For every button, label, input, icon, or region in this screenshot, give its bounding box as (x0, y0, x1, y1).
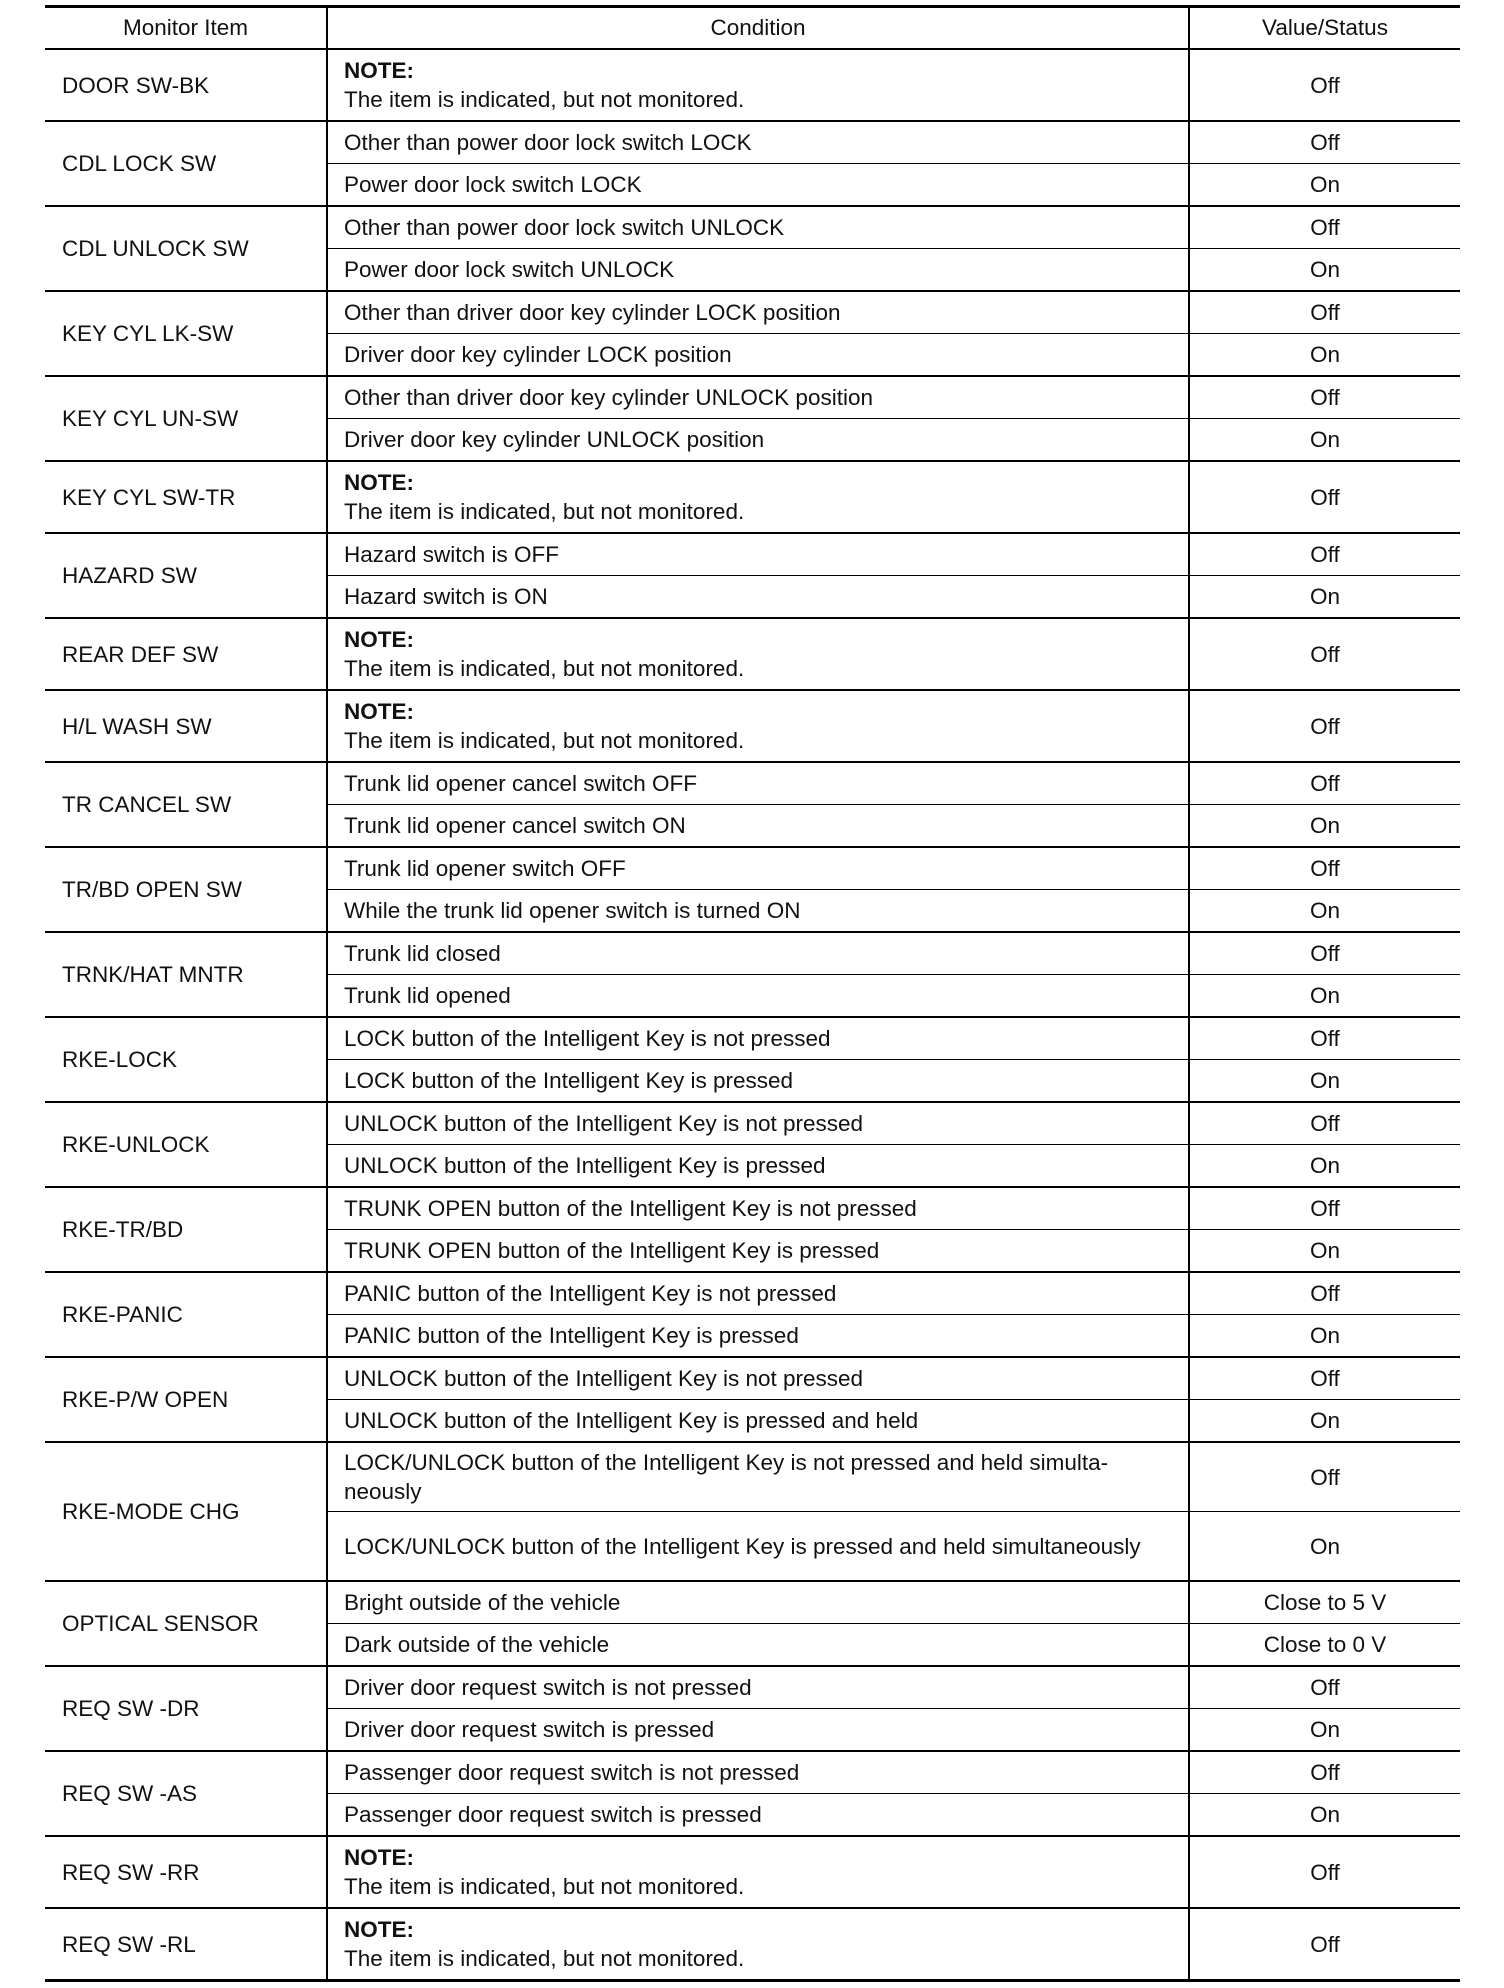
value-status-cell: Off (1189, 1187, 1460, 1230)
condition-cell: Driver door key cylinder UNLOCK position (327, 419, 1189, 462)
note-label: NOTE: (344, 1917, 414, 1942)
condition-cell: TRUNK OPEN button of the Intelligent Key is not pressed (327, 1187, 1189, 1230)
monitor-item-cell: RKE-MODE CHG (45, 1442, 327, 1581)
table-row (45, 1581, 1460, 1624)
monitor-item-cell: REQ SW -RL (45, 1908, 327, 1981)
note-label: NOTE: (344, 699, 414, 724)
value-status-cell: On (1189, 1060, 1460, 1103)
value-status-cell: On (1189, 1400, 1460, 1443)
value-status-cell: Off (1189, 121, 1460, 164)
monitor-item-cell: KEY CYL UN-SW (45, 376, 327, 461)
header-value-status: Value/Status (1189, 7, 1460, 50)
note-label: NOTE: (344, 627, 414, 652)
note-text: The item is indicated, but not monitored. (344, 1874, 745, 1899)
table-row (45, 1272, 1460, 1315)
condition-cell: Bright outside of the vehicle (327, 1581, 1189, 1624)
value-status-cell: Off (1189, 1357, 1460, 1400)
table-row (45, 1751, 1460, 1794)
value-status-cell: Off (1189, 847, 1460, 890)
table-row (45, 376, 1460, 419)
condition-cell: While the trunk lid opener switch is turned ON (327, 890, 1189, 933)
monitor-item-cell: KEY CYL LK-SW (45, 291, 327, 376)
table-row (45, 533, 1460, 576)
note-label: NOTE: (344, 470, 414, 495)
condition-cell: Hazard switch is ON (327, 576, 1189, 619)
condition-cell (327, 1836, 1189, 1908)
value-status-cell: Off (1189, 49, 1460, 121)
value-status-cell: Off (1189, 1442, 1460, 1512)
value-status-cell: On (1189, 1230, 1460, 1273)
monitor-item-cell: RKE-LOCK (45, 1017, 327, 1102)
table-row (45, 461, 1460, 533)
table-row (45, 1442, 1460, 1512)
condition-cell: UNLOCK button of the Intelligent Key is pressed (327, 1145, 1189, 1188)
condition-cell (327, 49, 1189, 121)
condition-cell: LOCK/UNLOCK button of the Intelligent Key is not pressed and held simulta-neously (327, 1442, 1189, 1512)
table-row (45, 1666, 1460, 1709)
table-row (45, 618, 1460, 690)
value-status-cell: On (1189, 164, 1460, 207)
condition-cell: Trunk lid closed (327, 932, 1189, 975)
header-condition: Condition (327, 7, 1189, 50)
note-text: The item is indicated, but not monitored. (344, 728, 745, 753)
monitor-item-table (45, 5, 1460, 1982)
table-row (45, 1102, 1460, 1145)
value-status-cell: On (1189, 1315, 1460, 1358)
value-status-cell: On (1189, 975, 1460, 1018)
condition-cell (327, 618, 1189, 690)
table-row (45, 121, 1460, 164)
value-status-cell: Off (1189, 1666, 1460, 1709)
value-status-cell: Off (1189, 762, 1460, 805)
condition-cell (327, 690, 1189, 762)
monitor-item-cell: REQ SW -DR (45, 1666, 327, 1751)
condition-cell: Passenger door request switch is not pressed (327, 1751, 1189, 1794)
condition-cell: Trunk lid opener cancel switch OFF (327, 762, 1189, 805)
condition-cell: Power door lock switch LOCK (327, 164, 1189, 207)
condition-cell: Other than power door lock switch UNLOCK (327, 206, 1189, 249)
value-status-cell: On (1189, 334, 1460, 377)
value-status-cell: Off (1189, 1272, 1460, 1315)
table-row (45, 1357, 1460, 1400)
condition-cell: Driver door request switch is not pressed (327, 1666, 1189, 1709)
table-row (45, 49, 1460, 121)
value-status-cell: Off (1189, 461, 1460, 533)
value-status-cell: On (1189, 576, 1460, 619)
condition-cell: PANIC button of the Intelligent Key is pressed (327, 1315, 1189, 1358)
monitor-item-cell: TR/BD OPEN SW (45, 847, 327, 932)
value-status-cell: Off (1189, 376, 1460, 419)
monitor-item-cell: H/L WASH SW (45, 690, 327, 762)
condition-cell: Driver door key cylinder LOCK position (327, 334, 1189, 377)
table-row (45, 206, 1460, 249)
condition-cell: PANIC button of the Intelligent Key is not pressed (327, 1272, 1189, 1315)
condition-cell: LOCK/UNLOCK button of the Intelligent Key is pressed and held simultaneously (327, 1512, 1189, 1582)
note-text: The item is indicated, but not monitored. (344, 499, 745, 524)
monitor-item-cell: REQ SW -AS (45, 1751, 327, 1836)
table-row (45, 1836, 1460, 1908)
monitor-item-cell: TR CANCEL SW (45, 762, 327, 847)
value-status-cell: Off (1189, 690, 1460, 762)
value-status-cell: On (1189, 249, 1460, 292)
monitor-item-cell: REAR DEF SW (45, 618, 327, 690)
value-status-cell: On (1189, 890, 1460, 933)
value-status-cell: Off (1189, 1017, 1460, 1060)
condition-cell: Driver door request switch is pressed (327, 1709, 1189, 1752)
monitor-item-cell: CDL LOCK SW (45, 121, 327, 206)
condition-cell: Hazard switch is OFF (327, 533, 1189, 576)
table-row (45, 1017, 1460, 1060)
condition-cell: LOCK button of the Intelligent Key is pressed (327, 1060, 1189, 1103)
value-status-cell: Off (1189, 1908, 1460, 1981)
condition-cell: UNLOCK button of the Intelligent Key is pressed and held (327, 1400, 1189, 1443)
value-status-cell: Close to 0 V (1189, 1624, 1460, 1667)
table-row (45, 847, 1460, 890)
value-status-cell: Off (1189, 206, 1460, 249)
value-status-cell: Off (1189, 618, 1460, 690)
note-text: The item is indicated, but not monitored. (344, 1946, 745, 1971)
condition-cell: LOCK button of the Intelligent Key is not pressed (327, 1017, 1189, 1060)
table-row (45, 291, 1460, 334)
condition-cell: Passenger door request switch is pressed (327, 1794, 1189, 1837)
condition-cell: Other than driver door key cylinder UNLOCK position (327, 376, 1189, 419)
value-status-cell: Off (1189, 533, 1460, 576)
value-status-cell: On (1189, 1512, 1460, 1582)
header-monitor-item: Monitor Item (45, 7, 327, 50)
value-status-cell: On (1189, 1794, 1460, 1837)
condition-cell: Other than driver door key cylinder LOCK position (327, 291, 1189, 334)
note-text: The item is indicated, but not monitored. (344, 656, 745, 681)
monitor-item-cell: KEY CYL SW-TR (45, 461, 327, 533)
table-row (45, 932, 1460, 975)
condition-cell: Other than power door lock switch LOCK (327, 121, 1189, 164)
monitor-item-cell: RKE-PANIC (45, 1272, 327, 1357)
table-header (45, 7, 1460, 50)
monitor-item-cell: TRNK/HAT MNTR (45, 932, 327, 1017)
condition-cell: Trunk lid opener switch OFF (327, 847, 1189, 890)
monitor-item-cell: OPTICAL SENSOR (45, 1581, 327, 1666)
condition-cell: Trunk lid opened (327, 975, 1189, 1018)
header-row (45, 7, 1460, 50)
note-label: NOTE: (344, 1845, 414, 1870)
condition-cell: TRUNK OPEN button of the Intelligent Key is pressed (327, 1230, 1189, 1273)
condition-cell: Dark outside of the vehicle (327, 1624, 1189, 1667)
table-row (45, 1908, 1460, 1981)
monitor-item-cell: REQ SW -RR (45, 1836, 327, 1908)
monitor-item-cell: RKE-UNLOCK (45, 1102, 327, 1187)
condition-cell (327, 1908, 1189, 1981)
value-status-cell: On (1189, 1709, 1460, 1752)
table-row (45, 762, 1460, 805)
table-body (45, 49, 1460, 1981)
condition-cell: Trunk lid opener cancel switch ON (327, 805, 1189, 848)
monitor-item-cell: CDL UNLOCK SW (45, 206, 327, 291)
value-status-cell: Off (1189, 932, 1460, 975)
table-row (45, 1187, 1460, 1230)
note-text: The item is indicated, but not monitored. (344, 87, 745, 112)
condition-cell (327, 461, 1189, 533)
value-status-cell: On (1189, 805, 1460, 848)
condition-cell: UNLOCK button of the Intelligent Key is not pressed (327, 1102, 1189, 1145)
value-status-cell: Off (1189, 1102, 1460, 1145)
table-row (45, 690, 1460, 762)
value-status-cell: Off (1189, 1751, 1460, 1794)
condition-cell: Power door lock switch UNLOCK (327, 249, 1189, 292)
value-status-cell: On (1189, 1145, 1460, 1188)
monitor-item-cell: DOOR SW-BK (45, 49, 327, 121)
monitor-item-cell: RKE-P/W OPEN (45, 1357, 327, 1442)
monitor-item-document (45, 5, 1460, 1982)
value-status-cell: Off (1189, 291, 1460, 334)
value-status-cell: Off (1189, 1836, 1460, 1908)
note-label: NOTE: (344, 58, 414, 83)
value-status-cell: On (1189, 419, 1460, 462)
value-status-cell: Close to 5 V (1189, 1581, 1460, 1624)
condition-cell: UNLOCK button of the Intelligent Key is not pressed (327, 1357, 1189, 1400)
monitor-item-cell: RKE-TR/BD (45, 1187, 327, 1272)
monitor-item-cell: HAZARD SW (45, 533, 327, 618)
